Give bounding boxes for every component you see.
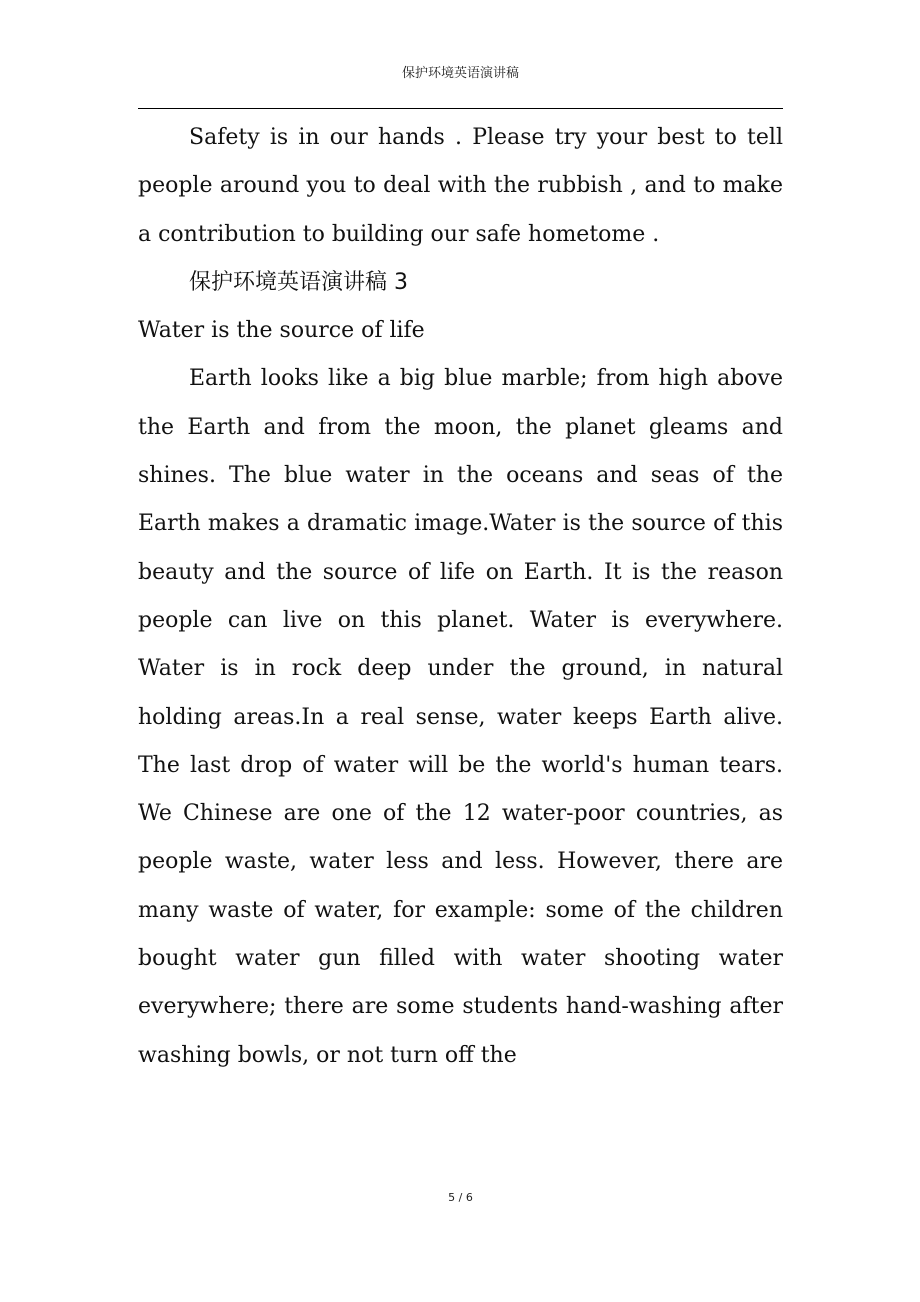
paragraph-safety: Safety is in our hands . Please try your best to tell people around you to deal with the rubbish , and to make a contribution to building our safe hometome .	[138, 125, 783, 247]
section-heading: 保护环境英语演讲稿 3	[189, 269, 408, 295]
document-body	[138, 114, 783, 1080]
paragraph-water: Earth looks like a big blue marble; from high above the Earth and from the moon, the planet gleams and shines. The blue water in the oceans and seas of the Earth makes a dramatic image.Water is the source of this beauty and the source of life on Earth. It is the reason people can live on this planet. Water is everywhere. Water is in rock deep under the ground, in natural holding areas.In a real sense, water keeps Earth alive. The last drop of water will be the world's human tears. We Chinese are one of the 12 water-poor countries, as people waste, water less and less. However, there are many waste of water, for example: some of the children bought water gun filled with water shooting water everywhere; there are some students hand-washing after washing bowls, or not turn off the	[138, 366, 783, 1068]
page-number: 5 / 6	[448, 1191, 473, 1204]
header-divider	[138, 108, 783, 109]
section-subheading: Water is the source of life	[138, 318, 425, 344]
page-header-title: 保护环境英语演讲稿	[401, 66, 519, 81]
